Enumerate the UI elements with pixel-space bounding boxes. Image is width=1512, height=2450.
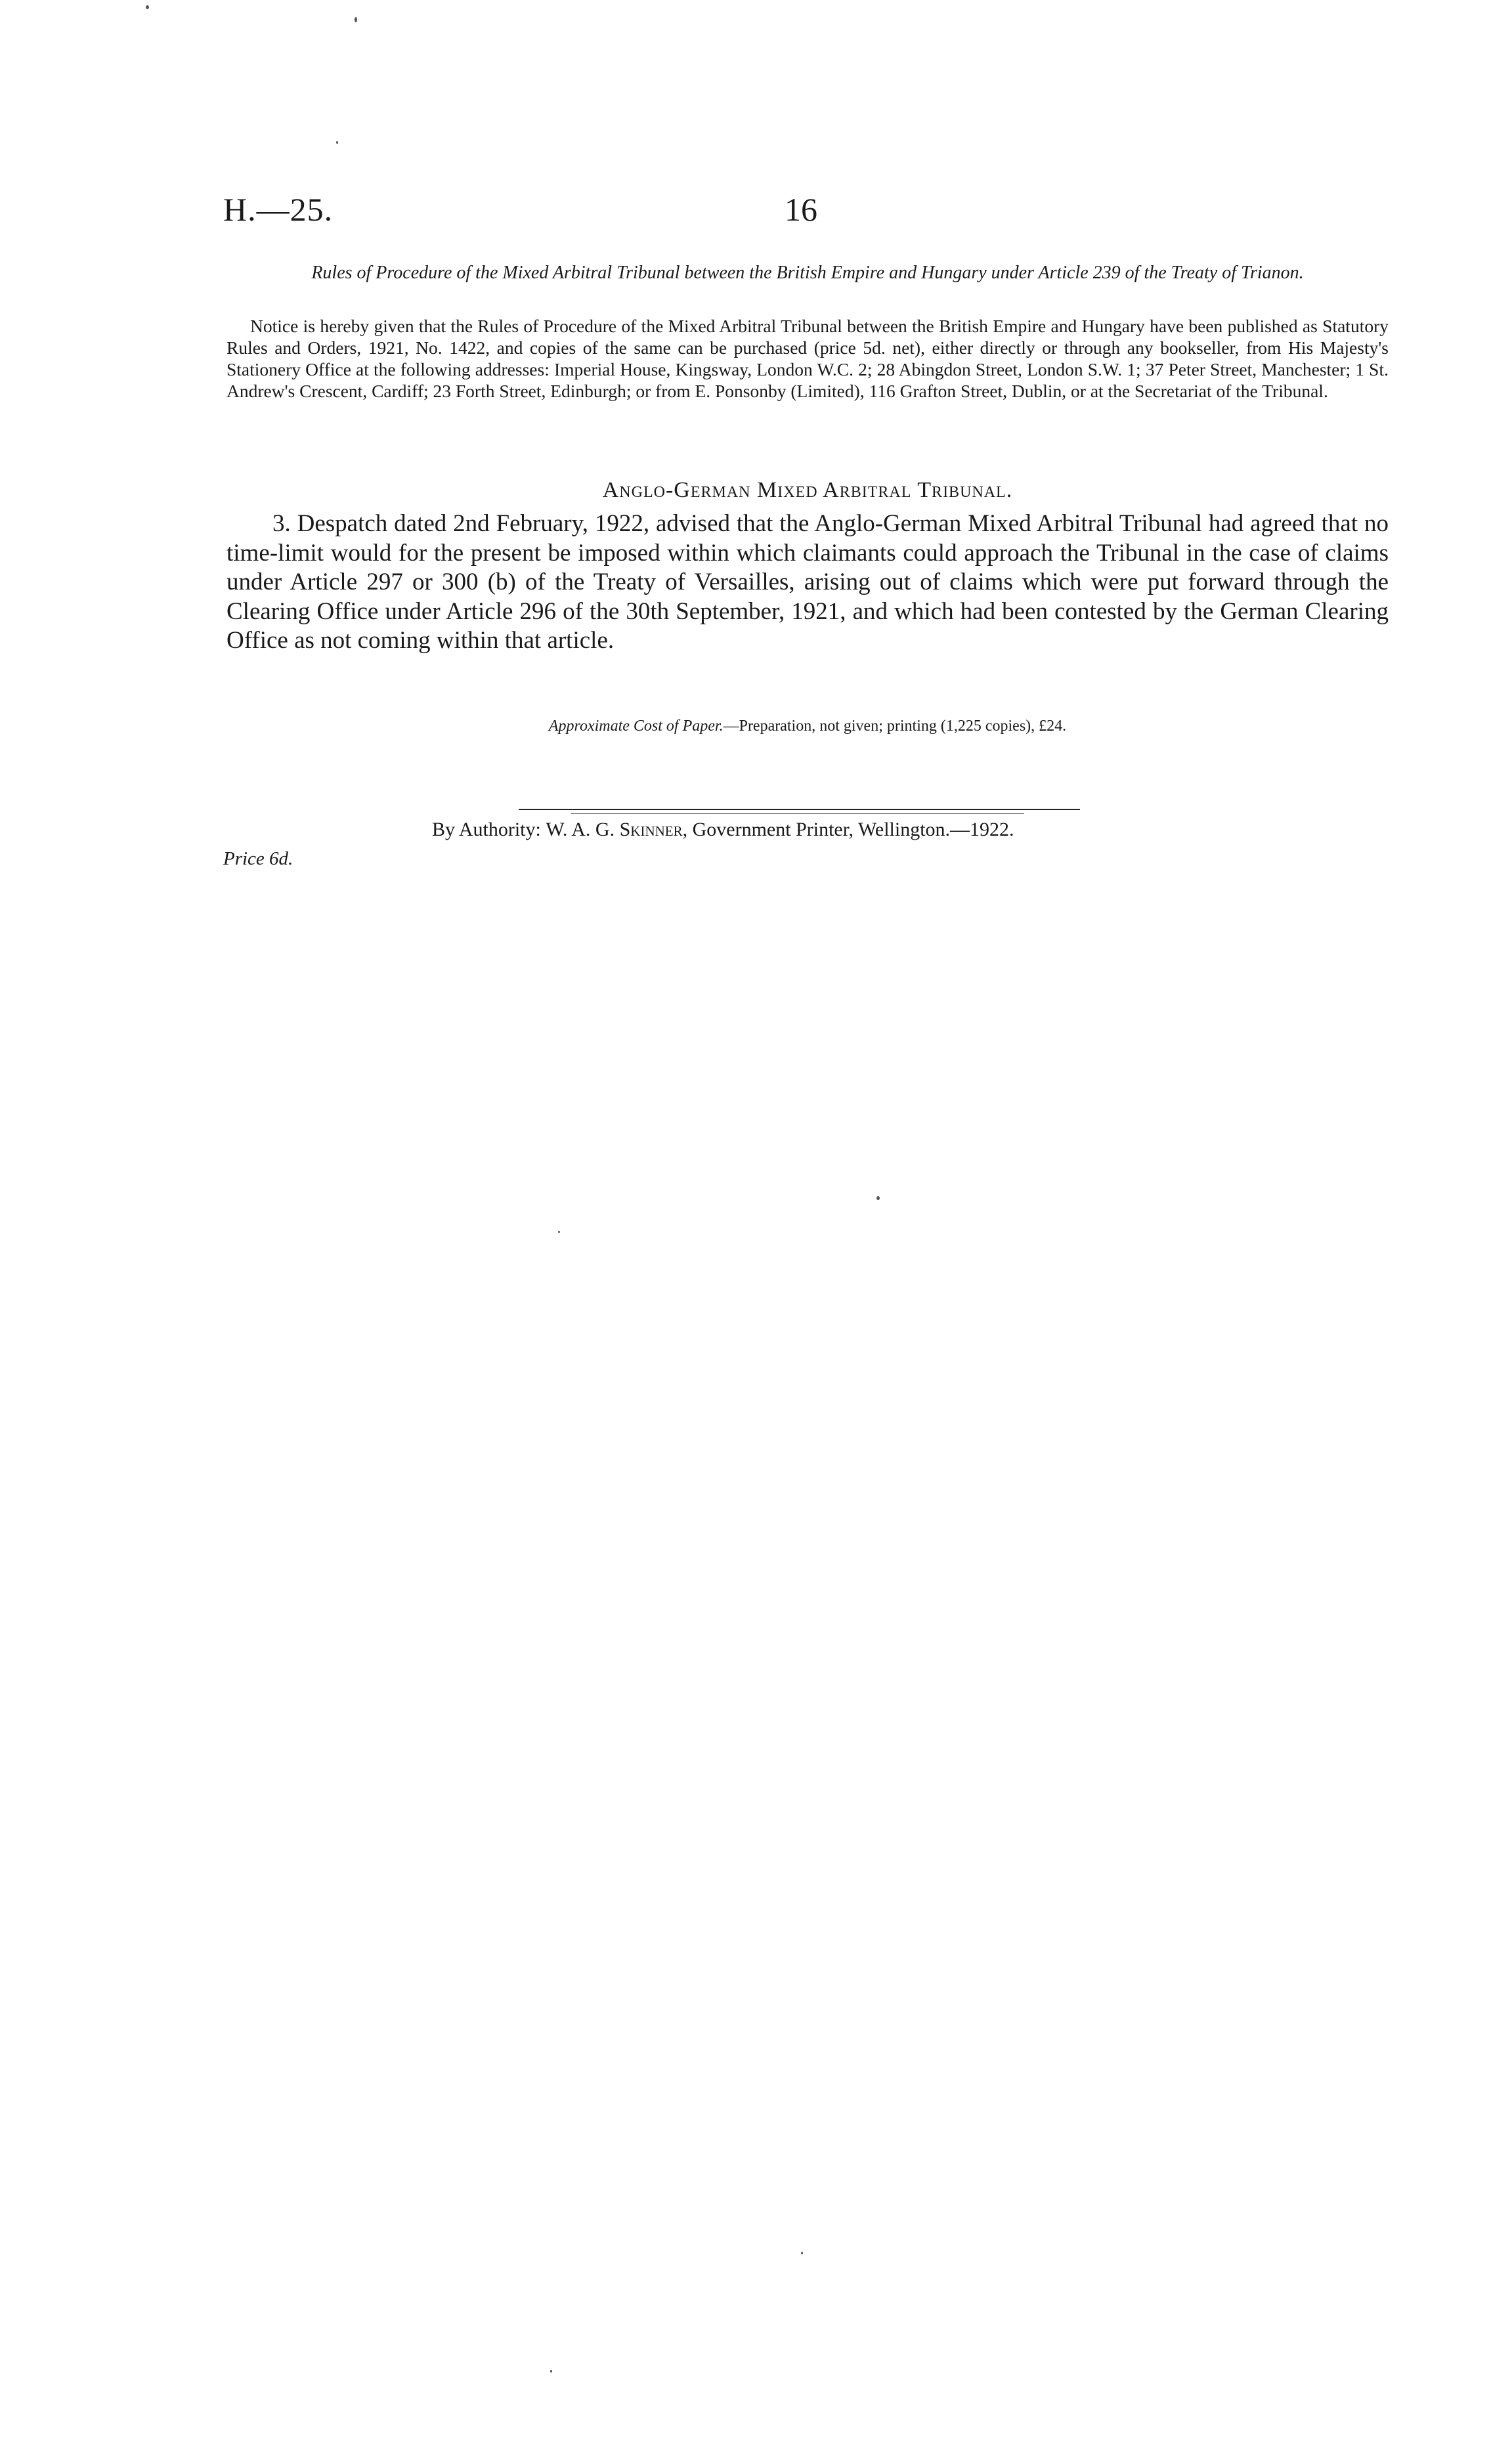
- divider-rule-inner: [571, 813, 1024, 814]
- despatch-paragraph: 3. Despatch dated 2nd February, 1922, advised that the Anglo-German Mixed Arbitral Tribunal had agreed that no time-limit would for the present be imposed within which claimants could approach the Tribunal in the case of claims under Article 297 or 300 (b) of the Treaty of Versailles, arising out of claims which were put forward through the Clearing Office under Article 296 of the 30th September, 1921, and which had been contested by the German Clearing Office as not coming within that article.: [227, 510, 1389, 654]
- printer-imprint: [432, 819, 1014, 841]
- scan-speck: [876, 1196, 880, 1200]
- divider-rule: [519, 809, 1080, 810]
- scan-speck: [550, 2370, 552, 2373]
- page-header: [223, 190, 1385, 230]
- scan-speck: [558, 1231, 560, 1233]
- scan-speck: [801, 2252, 803, 2254]
- scan-speck: [355, 17, 357, 22]
- cost-note-detail: —Preparation, not given; printing (1,225 copies), £24.: [723, 718, 1067, 735]
- scan-speck: [146, 5, 149, 9]
- notice-body: Notice is hereby given that the Rules of Procedure of the Mixed Arbitral Tribunal between the British Empire and Hungary have been published as Statutory Rules and Orders, 1921, No. 1422, and copies of the same can be purchased (price 5d. net), either directly or through any bookseller, from His Majesty's Stationery Office at the following addresses: Imperial House, Kingsway, London W.C. 2; 28 Abingdon Street, London S.W. 1; 37 Peter Street, Manchester; 1 St. Andrew's Crescent, Cardiff; 23 Forth Street, Edinburgh; or from E. Ponsonby (Limited), 116 Grafton Street, Dublin, or at the Secretariat of the Tribunal.: [227, 316, 1389, 401]
- paper-reference: H.—25.: [223, 191, 334, 228]
- imprint-suffix: Government Printer, Wellington.—1922.: [692, 819, 1014, 840]
- cost-note: [227, 718, 1389, 735]
- page-number: 16: [785, 191, 817, 228]
- price-label: Price 6d.: [223, 848, 293, 869]
- cost-note-lead: Approximate Cost of Paper.: [548, 718, 724, 735]
- imprint-prefix: By Authority:: [432, 819, 541, 840]
- notice-title: Rules of Procedure of the Mixed Arbitral Tribunal between the British Empire and Hungary under Article 239 of the Treaty of Trianon.: [311, 263, 1304, 283]
- section-heading: Anglo-German Mixed Arbitral Tribunal.: [602, 478, 1013, 502]
- imprint-printer-name: W. A. G. Skinner,: [546, 819, 688, 840]
- scan-speck: [336, 141, 338, 144]
